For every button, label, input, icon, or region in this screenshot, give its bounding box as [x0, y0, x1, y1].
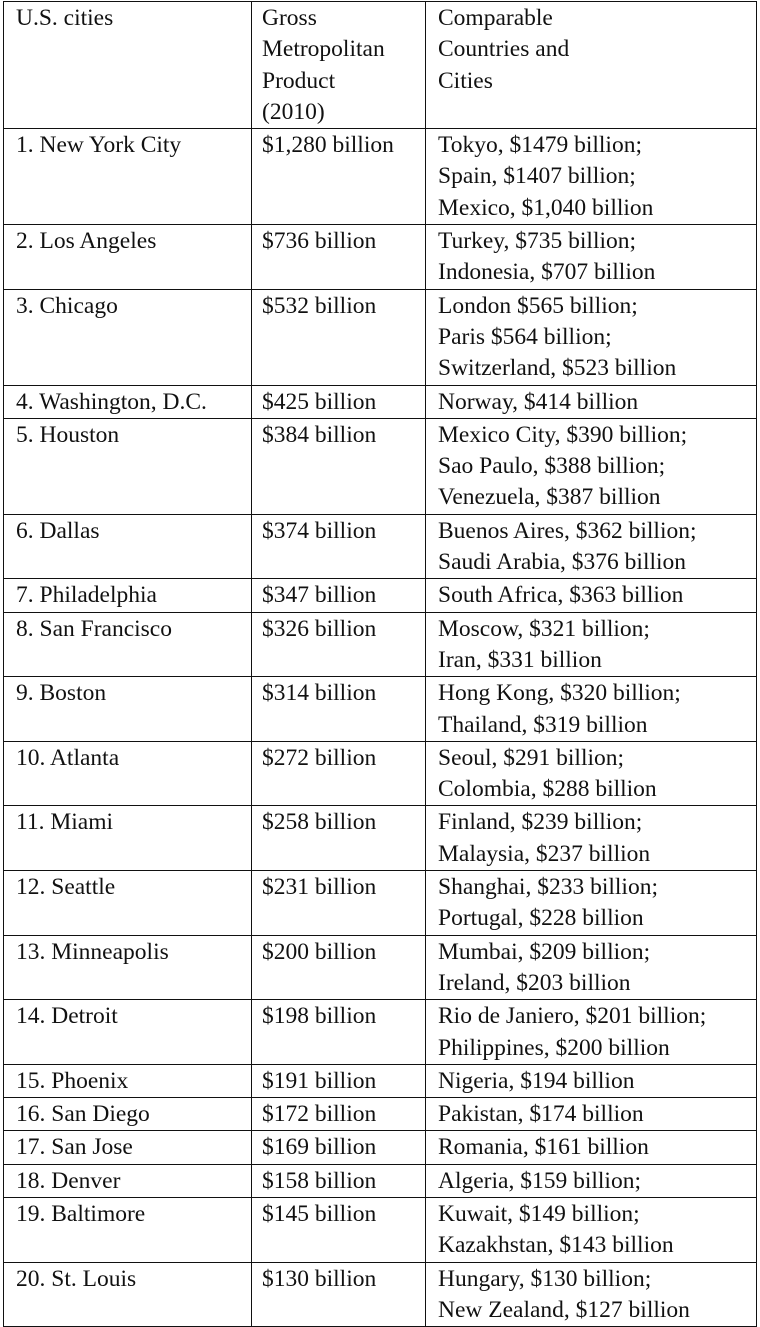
- comparable-entry: Finland, $239 billion;: [438, 809, 643, 836]
- table-row: [4, 1098, 757, 1131]
- header-comparables: [426, 2, 757, 129]
- gmp-value: $532 billion: [262, 292, 377, 319]
- cell-city: [4, 289, 252, 385]
- table-row: [4, 1064, 757, 1097]
- gmp-value: $200 billion: [262, 938, 377, 965]
- city-name: 15. Phoenix: [16, 1067, 129, 1094]
- header-line: Metropolitan: [262, 36, 385, 63]
- cell-gmp: [252, 741, 426, 806]
- table-row: [4, 1164, 757, 1197]
- cell-comparables: [426, 385, 757, 418]
- cell-comparables: [426, 289, 757, 385]
- header-us-cities: [4, 2, 252, 129]
- comparable-entry: Mexico City, $390 billion;: [438, 421, 688, 448]
- cell-city: [4, 1000, 252, 1065]
- cell-gmp: [252, 579, 426, 612]
- cell-gmp: [252, 1131, 426, 1164]
- cell-comparables: [426, 871, 757, 936]
- comparable-entry: Portugal, $228 billion: [438, 905, 644, 932]
- comparable-entry: Philippines, $200 billion: [438, 1034, 670, 1061]
- cell-gmp: [252, 385, 426, 418]
- city-name: 16. San Diego: [16, 1101, 150, 1128]
- cell-city: [4, 1131, 252, 1164]
- table-row: [4, 677, 757, 742]
- city-name: 11. Miami: [16, 809, 114, 836]
- cell-city: [4, 612, 252, 677]
- cell-gmp: [252, 289, 426, 385]
- comparable-entry: Pakistan, $174 billion: [438, 1101, 644, 1128]
- cell-gmp: [252, 1262, 426, 1327]
- cell-comparables: [426, 612, 757, 677]
- cell-comparables: [426, 1262, 757, 1327]
- gmp-value: $198 billion: [262, 1003, 377, 1030]
- city-name: 4. Washington, D.C.: [16, 388, 207, 415]
- cell-city: [4, 385, 252, 418]
- gmp-value: $130 billion: [262, 1265, 377, 1292]
- cell-city: [4, 1064, 252, 1097]
- comparable-entry: Indonesia, $707 billion: [438, 259, 656, 286]
- cell-gmp: [252, 514, 426, 579]
- comparable-entry: Malaysia, $237 billion: [438, 840, 651, 867]
- cell-gmp: [252, 1197, 426, 1262]
- table-row: [4, 1000, 757, 1065]
- comparable-entry: Thailand, $319 billion: [438, 711, 648, 738]
- header-line: Comparable: [438, 5, 553, 31]
- header-line: Gross: [262, 5, 317, 31]
- cell-gmp: [252, 1164, 426, 1197]
- comparable-entry: Colombia, $288 billion: [438, 776, 657, 803]
- cell-gmp: [252, 225, 426, 290]
- comparable-entry: Iran, $331 billion: [438, 646, 602, 673]
- cell-gmp: [252, 612, 426, 677]
- cell-gmp: [252, 1098, 426, 1131]
- gmp-value: $1,280 billion: [262, 132, 394, 159]
- table-row: [4, 935, 757, 1000]
- cell-city: [4, 225, 252, 290]
- comparable-entry: London $565 billion;: [438, 292, 638, 319]
- comparable-entry: New Zealand, $127 billion: [438, 1296, 690, 1323]
- comparable-entry: Rio de Janiero, $201 billion;: [438, 1003, 707, 1030]
- comparable-entry: Kuwait, $149 billion;: [438, 1200, 640, 1227]
- gmp-value: $374 billion: [262, 517, 377, 544]
- gmp-value: $169 billion: [262, 1134, 377, 1161]
- city-name: 5. Houston: [16, 421, 120, 448]
- city-name: 9. Boston: [16, 680, 107, 707]
- cell-city: [4, 579, 252, 612]
- header-line: Product: [262, 67, 336, 94]
- cell-comparables: [426, 677, 757, 742]
- table-row: [4, 612, 757, 677]
- comparable-entry: Norway, $414 billion: [438, 388, 639, 415]
- comparable-entry: Tokyo, $1479 billion;: [438, 132, 642, 159]
- table-row: [4, 385, 757, 418]
- cell-city: [4, 1197, 252, 1262]
- comparable-entry: South Africa, $363 billion: [438, 582, 684, 609]
- city-name: 14. Detroit: [16, 1003, 118, 1030]
- city-name: 8. San Francisco: [16, 615, 172, 642]
- cell-city: [4, 806, 252, 871]
- gmp-value: $158 billion: [262, 1167, 377, 1194]
- cell-city: [4, 677, 252, 742]
- cell-comparables: [426, 514, 757, 579]
- comparable-entry: Buenos Aires, $362 billion;: [438, 517, 697, 544]
- cell-gmp: [252, 1064, 426, 1097]
- comparable-entry: Switzerland, $523 billion: [438, 355, 677, 382]
- cell-city: [4, 418, 252, 514]
- comparable-entry: Paris $564 billion;: [438, 323, 612, 350]
- gmp-value: $191 billion: [262, 1067, 377, 1094]
- cell-gmp: [252, 935, 426, 1000]
- cell-comparables: [426, 418, 757, 514]
- gmp-value: $326 billion: [262, 615, 377, 642]
- gmp-value: $736 billion: [262, 228, 377, 255]
- cell-gmp: [252, 1000, 426, 1065]
- table-row: [4, 289, 757, 385]
- gmp-value: $145 billion: [262, 1200, 377, 1227]
- cell-comparables: [426, 129, 757, 225]
- cell-city: [4, 871, 252, 936]
- city-name: 3. Chicago: [16, 292, 118, 319]
- gmp-value: $425 billion: [262, 388, 377, 415]
- cell-gmp: [252, 129, 426, 225]
- cell-comparables: [426, 1197, 757, 1262]
- city-name: 6. Dallas: [16, 517, 100, 544]
- comparable-entry: Romania, $161 billion: [438, 1134, 649, 1161]
- table-row: [4, 806, 757, 871]
- gmp-value: $314 billion: [262, 680, 377, 707]
- cell-comparables: [426, 741, 757, 806]
- cell-comparables: [426, 1098, 757, 1131]
- city-name: 19. Baltimore: [16, 1200, 146, 1227]
- gmp-comparison-table: [3, 1, 757, 1327]
- cell-gmp: [252, 806, 426, 871]
- comparable-entry: Seoul, $291 billion;: [438, 744, 625, 771]
- cell-city: [4, 514, 252, 579]
- comparable-entry: Nigeria, $194 billion: [438, 1067, 635, 1094]
- table-row: [4, 579, 757, 612]
- comparable-entry: Venezuela, $387 billion: [438, 484, 661, 511]
- city-name: 7. Philadelphia: [16, 582, 157, 609]
- table-row: [4, 1197, 757, 1262]
- comparable-entry: Mexico, $1,040 billion: [438, 194, 654, 221]
- table-row: [4, 741, 757, 806]
- header-gmp: [252, 2, 426, 129]
- header-line: Cities: [438, 67, 493, 94]
- comparable-entry: Hungary, $130 billion;: [438, 1265, 652, 1292]
- cell-city: [4, 1164, 252, 1197]
- cell-comparables: [426, 579, 757, 612]
- cell-comparables: [426, 1164, 757, 1197]
- comparable-entry: Mumbai, $209 billion;: [438, 938, 651, 965]
- table-row: [4, 418, 757, 514]
- header-row: [4, 2, 757, 129]
- gmp-value: $231 billion: [262, 874, 377, 901]
- city-name: 12. Seattle: [16, 874, 116, 901]
- comparable-entry: Moscow, $321 billion;: [438, 615, 650, 642]
- table-row: [4, 1131, 757, 1164]
- gmp-value: $347 billion: [262, 582, 377, 609]
- table-body: [4, 2, 757, 1327]
- cell-comparables: [426, 935, 757, 1000]
- cell-comparables: [426, 1064, 757, 1097]
- city-name: 1. New York City: [16, 132, 182, 159]
- cell-comparables: [426, 225, 757, 290]
- comparable-entry: Ireland, $203 billion: [438, 969, 631, 996]
- comparable-entry: Algeria, $159 billion;: [438, 1167, 641, 1194]
- table-row: [4, 225, 757, 290]
- table-row: [4, 1262, 757, 1327]
- city-name: 2. Los Angeles: [16, 228, 157, 255]
- gmp-value: $272 billion: [262, 744, 377, 771]
- cell-gmp: [252, 418, 426, 514]
- city-name: 13. Minneapolis: [16, 938, 169, 965]
- cell-city: [4, 741, 252, 806]
- comparable-entry: Turkey, $735 billion;: [438, 228, 637, 255]
- comparable-entry: Hong Kong, $320 billion;: [438, 680, 681, 707]
- city-name: 20. St. Louis: [16, 1265, 137, 1292]
- cell-city: [4, 935, 252, 1000]
- comparable-entry: Shanghai, $233 billion;: [438, 874, 658, 901]
- cell-city: [4, 1098, 252, 1131]
- header-line: U.S. cities: [16, 5, 114, 31]
- comparable-entry: Kazakhstan, $143 billion: [438, 1232, 674, 1259]
- table-row: [4, 871, 757, 936]
- cell-comparables: [426, 1000, 757, 1065]
- city-name: 18. Denver: [16, 1167, 121, 1194]
- comparable-entry: Sao Paulo, $388 billion;: [438, 453, 666, 480]
- cell-comparables: [426, 1131, 757, 1164]
- table-row: [4, 514, 757, 579]
- table-row: [4, 129, 757, 225]
- gmp-value: $172 billion: [262, 1101, 377, 1128]
- cell-gmp: [252, 677, 426, 742]
- gmp-value: $258 billion: [262, 809, 377, 836]
- city-name: 17. San Jose: [16, 1134, 133, 1161]
- header-line: (2010): [262, 98, 325, 125]
- comparable-entry: Saudi Arabia, $376 billion: [438, 549, 687, 576]
- gmp-value: $384 billion: [262, 421, 377, 448]
- cell-city: [4, 1262, 252, 1327]
- cell-gmp: [252, 871, 426, 936]
- city-name: 10. Atlanta: [16, 744, 120, 771]
- cell-comparables: [426, 806, 757, 871]
- cell-city: [4, 129, 252, 225]
- header-line: Countries and: [438, 36, 570, 63]
- comparable-entry: Spain, $1407 billion;: [438, 163, 636, 190]
